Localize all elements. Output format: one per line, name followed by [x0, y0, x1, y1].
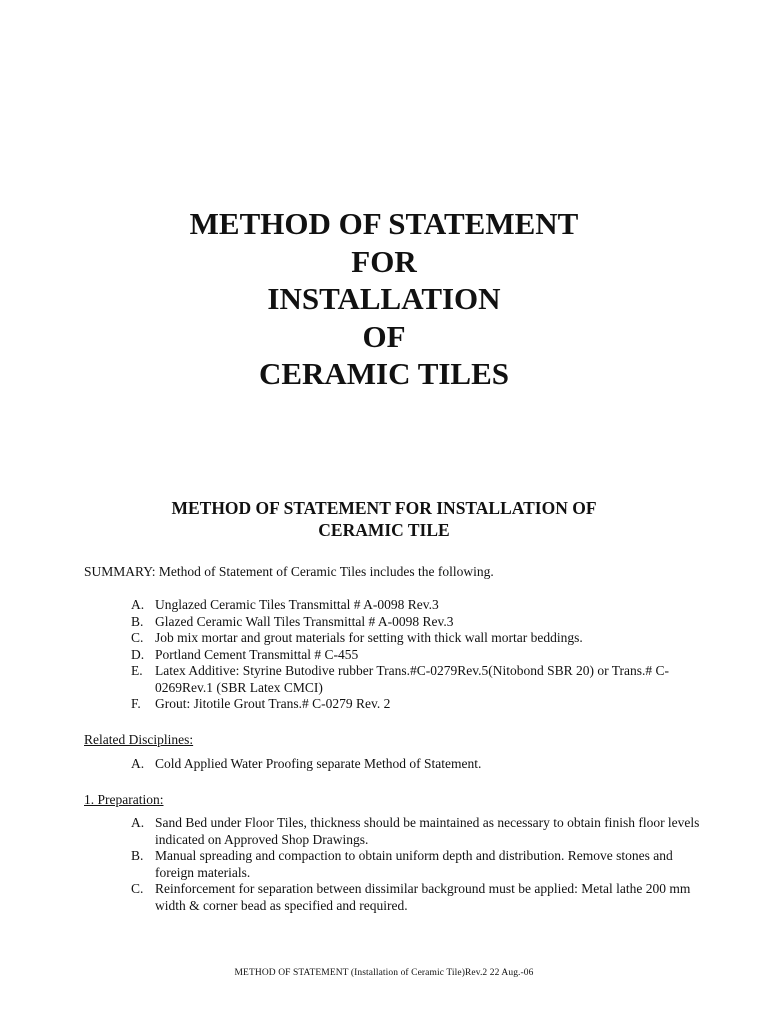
- title-line: INSTALLATION: [267, 281, 501, 316]
- list-marker: A.: [131, 756, 145, 771]
- list-marker: D.: [131, 646, 145, 662]
- section-title-line: METHOD OF STATEMENT FOR INSTALLATION OF: [171, 498, 597, 518]
- list-item-text: Manual spreading and compaction to obtain uniform depth and distribution. Remove stones and foreign materials.: [155, 848, 673, 880]
- list-item-text: Job mix mortar and grout materials for setting with thick wall mortar beddings.: [155, 630, 583, 645]
- list-item: [131, 597, 711, 614]
- list-item: [131, 630, 711, 647]
- related-disciplines-heading: Related Disciplines:: [84, 732, 194, 747]
- list-item-text: Reinforcement for separation between dissimilar background must be applied: Metal lathe 200 mm width & corner bead as specified and required.: [155, 881, 691, 913]
- title-line: FOR: [351, 243, 417, 279]
- list-marker: B.: [131, 613, 144, 629]
- list-item: [131, 848, 711, 881]
- list-item-text: Portland Cement Transmittal # C-455: [155, 646, 359, 662]
- list-marker: C.: [131, 881, 144, 896]
- preparation-list: [131, 815, 711, 914]
- title-line: CERAMIC TILES: [258, 356, 510, 391]
- preparation-heading: 1. Preparation:: [84, 792, 164, 807]
- list-marker: F.: [131, 696, 141, 711]
- document-title: [0, 205, 768, 393]
- list-item-text: Grout: Jitotile Grout Trans.# C-0279 Rev. 2: [155, 696, 391, 711]
- list-marker: A.: [131, 815, 145, 830]
- list-item-text: Latex Additive: Styrine Butodive rubber Trans.#C-0279Rev.5(Nitobond SBR 20) or Trans.# C-0269Rev.1 (SBR Latex CMCI): [155, 663, 669, 695]
- list-marker: C.: [131, 630, 144, 645]
- list-item: [131, 756, 711, 773]
- title-line: METHOD OF STATEMENT: [189, 206, 579, 241]
- list-item-text: Sand Bed under Floor Tiles, thickness should be maintained as necessary to obtain finish floor levels indicated on Approved Shop Drawings.: [155, 815, 700, 847]
- list-item: [131, 815, 711, 848]
- list-item: [131, 881, 711, 914]
- list-item-text: Glazed Ceramic Wall Tiles Transmittal # A-0098 Rev.3: [155, 613, 454, 629]
- list-item-text: Cold Applied Water Proofing separate Method of Statement.: [155, 756, 482, 771]
- related-list: [131, 756, 711, 773]
- summary-list: [131, 597, 711, 713]
- list-marker: E.: [131, 663, 143, 678]
- list-item: [131, 614, 711, 631]
- page-footer: METHOD OF STATEMENT (Installation of Ceramic Tile)Rev.2 22 Aug.-06: [234, 968, 534, 978]
- list-marker: B.: [131, 848, 144, 863]
- list-marker: A.: [131, 597, 145, 612]
- section-title-line: CERAMIC TILE: [318, 520, 450, 540]
- summary-text: SUMMARY: Method of Statement of Ceramic Tiles includes the following.: [84, 564, 494, 579]
- list-item: [131, 663, 711, 696]
- title-line: OF: [362, 318, 406, 354]
- list-item-text: Unglazed Ceramic Tiles Transmittal # A-0098 Rev.3: [155, 597, 439, 612]
- list-item: [131, 647, 711, 664]
- list-item: [131, 696, 711, 713]
- section-title: [100, 497, 668, 541]
